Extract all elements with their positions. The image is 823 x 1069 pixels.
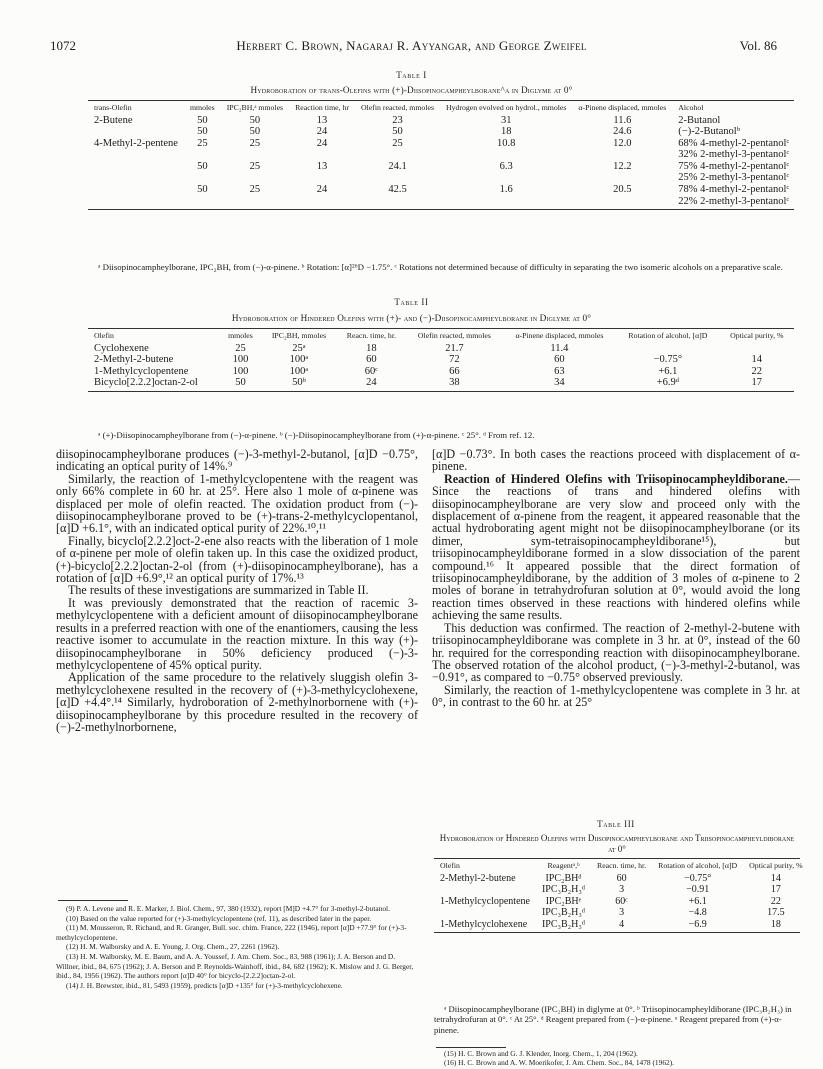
table-cell: 2-Butene (94, 114, 133, 126)
table1-column-header: Reaction time, hr (295, 103, 350, 112)
table-cell: 24.6 (613, 126, 632, 138)
table-cell: 14 (751, 354, 763, 366)
table-cell: 25ᵃ (292, 342, 306, 354)
table-row (434, 907, 809, 919)
table1-column-header: mmoles (189, 103, 215, 112)
table-cell: 22 (770, 895, 781, 907)
table-cell (440, 172, 572, 184)
table-cell: 50ᵇ (292, 377, 306, 389)
table-cell (355, 172, 440, 184)
table-cell (88, 149, 184, 161)
section-heading: Reaction of Hindered Olefins with Triisopinocampheyldiborane. (444, 471, 788, 486)
table-cell: 12.2 (613, 160, 632, 172)
table-cell: 24.1 (388, 160, 407, 172)
page-number: 1072 (50, 38, 76, 53)
table-cell: 3 (619, 907, 625, 918)
table-cell: 25 (249, 184, 261, 196)
table-cell (289, 172, 355, 184)
left-refs-rule (58, 900, 128, 901)
table1-footnote: ᵃ Diisopinocampheylborane, IPC₂BH, from (−)-α-pinene. ᵇ Rotation: [α]²⁶D −1.75°. ᶜ Rotations not determined because of difficulty in separating the two isomeric alcohols on a preparative scale. (98, 262, 783, 272)
table-cell: 11.6 (613, 114, 632, 126)
table-row (434, 896, 809, 908)
table-cell: 100ᵃ (289, 354, 309, 366)
table2-bottom-rule (88, 391, 794, 392)
table-cell: 100ᵃ (289, 365, 309, 377)
table-cell (184, 196, 221, 208)
table-cell: 1.6 (499, 184, 513, 196)
table-row (88, 138, 795, 150)
table-cell (572, 149, 672, 161)
table3-column-header: Optical purity, % (749, 861, 803, 870)
table-cell: 2-Butanol (678, 114, 721, 126)
table-cell (720, 343, 794, 355)
table-cell (616, 343, 719, 355)
table3-grid (434, 861, 809, 930)
table-cell: 6.3 (499, 160, 513, 172)
table-cell: 100 (232, 354, 249, 366)
table-cell: 10.8 (497, 137, 516, 149)
table-cell (88, 172, 184, 184)
table-cell (221, 196, 289, 208)
table-cell: 60 (366, 354, 377, 366)
table2-column-header: IPC₂BH, mmoles (271, 331, 327, 340)
reference-16: (16) H. C. Brown and A. W. Moerikofer, J. Am. Chem. Soc., 84, 1478 (1962). (444, 1058, 675, 1067)
table-cell: 3 (619, 884, 625, 895)
table-cell: 4 (619, 918, 625, 930)
table-cell: 50 (197, 114, 208, 126)
table1-column-header: IPC₂BH,ᵃ mmoles (226, 103, 284, 112)
table-cell: 50 (197, 160, 208, 172)
reference-12: (12) H. M. Walborsky and A. E. Young, J. Org. Chem., 27, 2261 (1962). (66, 942, 280, 952)
table1-column-header: Hydrogen evolved on hydrol., mmoles (445, 103, 567, 112)
table3 (434, 858, 803, 933)
reference-11: (11) M. Mousseron, R. Richaud, and R. Granger, Bull. soc. chim. France, 222 (1946), report [α]D +77.9° for (+)-3-methylcyclopentene. (56, 923, 407, 942)
table-cell: 60 (554, 354, 565, 366)
table3-title: Hydroboration of Hindered Olefins with Diisopinocampheylborane and Triisopinocampheyldiborane at 0° (439, 833, 795, 854)
right-paragraph-2-text: —Since the reactions of trans and hindered olefins with diisopinocampheylborane are very slow and proceed only with the displacement of α-pinene from the reagent, it appeared reasonable that the actual hydroborating agent might not be diisopinocampheylborane (or its dimer, sym-tetraisopinocampheyldiborane¹⁵), but triisopinocampheyldiborane formed in a slow dissociation of the parent compound.¹⁶ It appeared possible that the direct formation of triisopinocampheyldiborane, by the addition of 3 moles of α-pinene to 2 moles of borane in tetrahydrofuran solution at 0°, would avoid the long reaction times observed in these reactions with hindered olefins while achieving the same results. (432, 471, 800, 623)
table3-top-rule (434, 858, 800, 859)
volume-label: Vol. 86 (739, 38, 777, 53)
table-cell: 25 (249, 137, 261, 149)
left-paragraph-2: Similarly, the reaction of 1-methylcyclopentene with the reagent was only 66% complete in 60 hr. at 25°. Here also 1 mole of α-pinene was displaced per mole of olefin reacted. The oxidation product from (−)-diisopinocampheylborane proved to be (+)-trans-2-methylcyclopentanol, [α]D +6.1°, with an indicated optical purity of 22%.¹⁰,¹¹ (56, 471, 418, 536)
table-cell: 60ᶜ (364, 365, 378, 377)
table-cell: 12.0 (613, 137, 632, 149)
table-cell: (−)-2-Butanolᵇ (678, 126, 740, 138)
table-cell: 50 (197, 184, 208, 196)
table-cell (184, 172, 221, 184)
table-cell: 22 (751, 365, 763, 377)
table-cell: 22% 2-methyl-3-pentanolᶜ (678, 195, 790, 207)
reference-14: (14) J. H. Brewster, ibid., 81, 5493 (1959), predicts [α]D +135° for (+)-3-methylcyclohexene. (66, 980, 343, 990)
table-cell: 23 (392, 114, 403, 126)
table-cell: 66 (449, 365, 460, 377)
table1-label: Table I (396, 70, 427, 80)
table-cell: −4.8 (688, 907, 707, 918)
table-cell (88, 196, 184, 208)
table3-column-header: Reagentᵃ,ᵇ (547, 861, 580, 870)
table-cell: IPC₃B₂H₃ᵈ (541, 907, 585, 918)
table2-column-header: Optical purity, % (730, 331, 784, 340)
table-cell (434, 884, 536, 896)
table3-bottom-rule (434, 932, 800, 933)
table2-column-header: Olefin (94, 331, 114, 340)
table-cell: −0.91 (686, 884, 710, 895)
table1-bottom-rule (88, 209, 794, 210)
table-cell (221, 149, 289, 161)
right-paragraph-3: This deduction was confirmed. The reaction of 2-methyl-2-butene with triisopinocampheyldiborane was complete in 3 hr. at 0°, instead of the 60 hr. required for the corresponding reaction with diisopinocampheylborane. The observed rotation of the alcohol product, (−)-3-methyl-2-butanol, was −0.91°, as compared to −0.75° observed previously. (432, 620, 800, 685)
table-cell: −0.75° (684, 872, 712, 884)
table-row (88, 343, 794, 355)
table-row (88, 126, 795, 138)
table-cell: 2-Methyl-2-butene (440, 872, 516, 884)
table-cell: Cyclohexene (94, 342, 149, 354)
table2-title: Hydroboration of Hindered Olefins with (+)- and (−)-Diisopinocampheylborane in Diglyme at 0° (231, 313, 592, 323)
right-column (432, 448, 800, 709)
right-refs-rule (436, 1047, 506, 1048)
table-cell: +6.1 (658, 365, 678, 377)
table-cell: 50 (249, 114, 261, 126)
table-cell (88, 161, 184, 173)
right-paragraph-4: Similarly, the reaction of 1-methylcyclopentene was complete in 3 hr. at 0°, in contrast to the 60 hr. at 25° (432, 682, 800, 710)
table2-grid (88, 331, 794, 389)
table-cell: IPC₂BHᵉ (545, 895, 582, 907)
table-cell: 50 (392, 126, 403, 138)
table-cell: 24 (316, 184, 328, 196)
table-cell: 31 (500, 114, 512, 126)
table2-column-header: Olefin reacted, mmoles (417, 331, 491, 340)
left-paragraph-6: Application of the same procedure to the relatively sluggish olefin 3-methylcyclohexene resulted in the recovery of (+)-3-methylcyclohexene, [α]D +4.4°.¹⁴ Similarly, hydroboration of 2-methylnorbornene with (+)-diisopinocampheylborane by this procedure resulted in the recovery of (−)-2-methylnorbornene, (56, 670, 418, 734)
right-references (434, 1049, 800, 1067)
table-cell: −6.9 (688, 918, 707, 930)
table-cell: 25 (235, 342, 246, 354)
table-cell: 75% 4-methyl-2-pentanolᶜ (678, 160, 790, 172)
left-paragraph-1: diisopinocampheylborane produces (−)-3-methyl-2-butanol, [α]D −0.75°, indicating an optical purity of 14%.⁹ (56, 447, 418, 474)
table-cell: 24 (366, 377, 377, 389)
table2-column-header: mmoles (228, 331, 253, 340)
table-row (88, 184, 795, 196)
table-cell: Bicyclo[2.2.2]octan-2-ol (94, 377, 198, 389)
table-row (88, 196, 795, 208)
table2-header-row (88, 331, 794, 343)
table-cell: −0.75° (653, 354, 683, 366)
table-cell: 21.7 (445, 342, 464, 354)
left-paragraph-4: The results of these investigations are summarized in Table II. (68, 583, 369, 598)
table-cell: 25 (249, 160, 261, 172)
right-paragraph-1: [α]D −0.73°. In both cases the reactions proceed with displacement of α-pinene. (432, 447, 800, 474)
table-cell: 25% 2-methyl-3-pentanolᶜ (678, 172, 790, 184)
table-cell: 18 (500, 126, 512, 138)
table-cell: +6.1 (688, 895, 707, 907)
table-cell (355, 196, 440, 208)
reference-13: (13) H. M. Walborsky, M. E. Baum, and A. A. Youssef, J. Am. Chem. Soc., 83, 988 (1961); J. A. Berson and D. Willner, ibid., 84, 675 (1962); J. A. Berson and P. Reynolds-Wainhoff, ibid., 84, 682 (1962); K. Mislow and J. G. Berger, ibid., 84, 1956 (1962). The authors report [α]D 40° for bicyclo-[2.2.2]octan-2-ol. (56, 951, 414, 981)
table-cell: 63 (554, 365, 565, 377)
table-cell: 17.5 (767, 907, 785, 918)
table-cell: 68% 4-methyl-2-pentanolᶜ (678, 137, 790, 149)
table1-title: Hydroboration of trans-Olefins with (+)-Diisopinocampheylborane^a in Diglyme at 0° (250, 85, 573, 95)
table-cell: IPC₂BHᵈ (545, 872, 582, 884)
table-cell: 60ᶜ (615, 895, 628, 907)
table-cell: 25 (392, 137, 403, 149)
table1-column-header: α-Pinene displaced, mmoles (578, 103, 667, 112)
table-cell: IPC₃B₂H₃ᵈ (541, 884, 585, 895)
table-row (88, 149, 795, 161)
table-cell: 1-Methylcyclopentene (94, 365, 189, 377)
table-cell: 60 (616, 872, 627, 884)
table1-header-row (88, 103, 795, 115)
table-row (88, 377, 794, 389)
table-cell: 42.5 (388, 184, 407, 196)
reference-10: (10) Based on the value reported for (+)-3-methylcyclopentene (ref. 11), as described later in the paper. (66, 913, 372, 923)
table3-column-header: Olefin (440, 861, 460, 870)
table-row (88, 354, 794, 366)
table1-column-header: Olefin reacted, mmoles (361, 103, 434, 112)
table1-grid (88, 103, 795, 207)
table-cell: 24 (316, 137, 328, 149)
table2-column-header: Reacn. time, hr. (346, 331, 396, 340)
table-cell: 1-Methylcyclohexene (440, 918, 528, 930)
table-row (88, 161, 795, 173)
table2-column-header: α-Pinene displaced, mmoles (515, 331, 604, 340)
table-cell: 24 (316, 126, 328, 138)
table-cell: +6.9ᵈ (656, 377, 680, 389)
table-cell: 1-Methylcyclopentene (440, 895, 530, 907)
left-column (56, 448, 418, 733)
table-row (88, 172, 795, 184)
table2-footnote: ᵃ (+)-Diisopinocampheylborane from (−)-α-pinene. ᵇ (−)-Diisopinocampheylborane from (+)-α-pinene. ᶜ 25°. ᵈ From ref. 12. (98, 430, 535, 440)
table-cell: 17 (751, 377, 763, 389)
table3-label: Table III (597, 819, 635, 829)
table-cell (572, 196, 672, 208)
table1-top-rule (88, 100, 794, 101)
table3-column-header: Rotation of alcohol, [α]D (658, 861, 738, 870)
table-cell (289, 149, 355, 161)
left-references (56, 904, 418, 990)
reference-9: (9) P. A. Levene and R. E. Marker, J. Biol. Chem., 97, 380 (1932), report [M]D +4.7° for 3-methyl-2-butanol. (66, 904, 390, 913)
table-cell: 100 (232, 365, 249, 377)
table-cell (289, 196, 355, 208)
table-cell: 34 (554, 377, 565, 389)
table-row (88, 366, 794, 378)
table-cell (184, 149, 221, 161)
table-cell: 72 (449, 354, 460, 366)
left-paragraph-5: It was previously demonstrated that the reaction of racemic 3-methylcyclopentene with a deficient amount of diisopinocampheylborane results in a preferred reaction with one of the enantiomers, causing the less reactive isomer to accumulate in the reaction mixture. In this way (+)-diisopinocampheylborane in 50% deficiency produced (−)-3-methylcyclopentene of 45% optical purity. (56, 595, 418, 672)
table2-top-rule (88, 328, 794, 329)
table-cell (88, 184, 184, 196)
table-cell: 50 (197, 126, 208, 138)
table-cell: 38 (449, 377, 460, 389)
table-cell (88, 126, 184, 138)
table-cell: 18 (366, 342, 377, 354)
table-cell: 13 (316, 160, 328, 172)
table-cell (440, 196, 572, 208)
table3-column-header: Reacn. time, hr. (597, 861, 647, 870)
table2-label: Table II (394, 297, 429, 307)
table-cell: 14 (770, 872, 781, 884)
table-cell (440, 149, 572, 161)
table-row (434, 884, 809, 896)
table1 (88, 100, 794, 210)
table-cell: 4-Methyl-2-pentene (94, 137, 178, 149)
table-cell: 25 (197, 137, 208, 149)
table-cell: 50 (235, 377, 246, 389)
table3-footnote: ᵃ Diisopinocampheylborane (IPC₂BH) in diglyme at 0°. ᵇ Triisopinocampheyldiborane (IPC₃B₂H₃) in tetrahydrofuran at 0°. ᶜ At 25°. ᵈ Reagent prepared from (−)-α-pinene. ᵉ Reagent prepared from (+)-α-pinene. (434, 1004, 792, 1035)
table-cell: 18 (770, 918, 781, 930)
table-row (434, 919, 809, 931)
table-cell (355, 149, 440, 161)
table-cell (572, 172, 672, 184)
table2-column-header: Rotation of alcohol, [α]D (628, 331, 708, 340)
table-cell: 32% 2-methyl-3-pentanolᶜ (678, 149, 790, 161)
table-cell: 50 (249, 126, 261, 138)
table-row (88, 115, 795, 127)
table-row (434, 873, 809, 885)
table-cell: 20.5 (613, 184, 632, 196)
table1-column-header: Alcohol (678, 103, 704, 112)
table-cell: 78% 4-methyl-2-pentanolᶜ (678, 184, 790, 196)
table-cell (221, 172, 289, 184)
table3-header-row (434, 861, 809, 873)
running-authors: Herbert C. Brown, Nagaraj R. Ayyangar, and George Zweifel (236, 38, 587, 53)
table1-column-header: trans-Olefin (94, 103, 132, 112)
table-cell: IPC₃B₂H₃ᵈ (541, 918, 585, 930)
table-cell: 11.4 (550, 342, 569, 354)
table-cell: 2-Methyl-2-butene (94, 354, 174, 366)
left-paragraph-3: Finally, bicyclo[2.2.2]oct-2-ene also reacts with the liberation of 1 mole of α-pinene per mole of olefin taken up. In this case the oxidized product, (+)-bicyclo[2.2.2]octan-2-ol (from (+)-diisopinocampheylborane), has a rotation of [α]D +6.9°,¹² an optical purity of 17%.¹³ (56, 533, 418, 586)
reference-15: (15) H. C. Brown and G. J. Klender, Inorg. Chem., 1, 204 (1962). (444, 1049, 638, 1058)
table-cell: 13 (316, 114, 328, 126)
table-cell (434, 907, 536, 919)
table-cell: 17 (770, 884, 781, 895)
table2 (88, 328, 794, 392)
right-paragraph-2 (432, 473, 800, 622)
